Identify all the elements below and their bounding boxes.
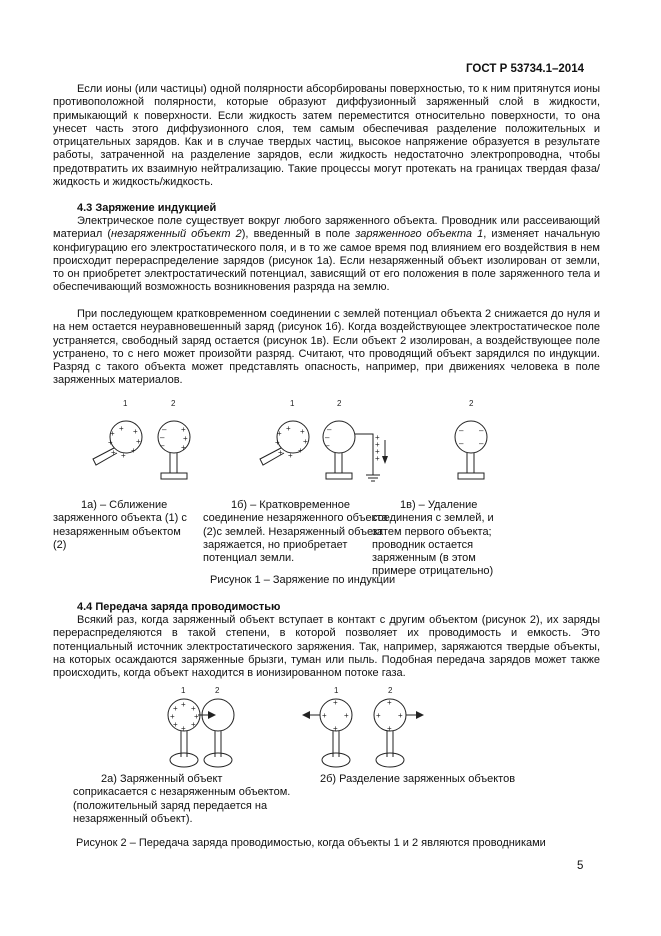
svg-text:–: – <box>327 425 332 434</box>
svg-text:+: + <box>333 698 338 707</box>
svg-text:+: + <box>194 712 199 721</box>
text: ), введенный в поле <box>241 228 356 241</box>
svg-text:–: – <box>479 426 484 435</box>
label-1: 1 <box>290 399 295 408</box>
caption-line: 1а) – Сближение <box>81 499 168 511</box>
label-2: 2 <box>171 399 176 408</box>
text: Электрическое поле существует вокруг любого заряженного объекта. Проводник или рассеивающий материал ( <box>53 215 600 241</box>
svg-text:–: – <box>479 439 484 448</box>
svg-text:+: + <box>387 698 392 707</box>
svg-text:–: – <box>160 433 165 442</box>
page-number: 5 <box>577 860 584 872</box>
svg-text:+: + <box>181 425 186 434</box>
italic-text: заряженного объекта 1 <box>355 228 484 241</box>
paragraph-4-3-2: При последующем кратковременном соединении с землей потенциал объекта 2 снижается до нуля и на нем остается неуравновешенный заряд (рисунок 1б). Когда воздействующее электростатическое поле устраняется, свободный заряд остается (рисунок 1в). Если объект 2 изолирован, а воздействующее поле устранено, то с него может произойти разряд. Считают, что проводящий объект зарядился по индукции. Разряд с такого объекта может представлять опасность, например, при движениях человека в поле заряженных материалов. <box>53 308 600 387</box>
svg-text:+: + <box>191 720 196 729</box>
svg-text:+: + <box>173 704 178 713</box>
svg-text:–: – <box>162 425 167 434</box>
document-id-header: ГОСТ Р 53734.1–2014 <box>466 63 584 75</box>
label-1: 1 <box>123 399 128 408</box>
svg-text:+: + <box>110 429 115 438</box>
svg-text:+: + <box>133 427 138 436</box>
svg-text:+: + <box>376 711 381 720</box>
section-heading-4-3: 4.3 Заряжение индукцией <box>77 202 217 214</box>
svg-text:+: + <box>387 724 392 733</box>
caption-line: 1в) – Удаление <box>400 499 478 511</box>
label-2: 2 <box>337 399 342 408</box>
svg-text:+: + <box>121 451 126 460</box>
label-1: 1 <box>334 686 339 695</box>
svg-text:–: – <box>459 426 464 435</box>
svg-text:+: + <box>333 724 338 733</box>
paragraph-4-4-1: Всякий раз, когда заряженный объект вступает в контакт с другим объектом (рисунок 2), их заряды перераспределяются в такой степени, в которой позволяет их проводимость и емкость. Это потенциальный источник электростатического заряжения. Так, например, заряжаются твердые объекты, на которых осаждаются заряженные брызги, туман или пыль. Подобная передача зарядов может также происходить, когда объект находится в ионизированном потоке газа. <box>53 614 600 680</box>
label-2: 2 <box>215 686 220 695</box>
svg-text:+: + <box>298 446 303 455</box>
svg-text:+: + <box>375 433 380 442</box>
svg-text:+: + <box>303 437 308 446</box>
svg-text:+: + <box>181 724 186 733</box>
svg-text:+: + <box>375 440 380 449</box>
svg-text:+: + <box>288 451 293 460</box>
svg-text:+: + <box>398 711 403 720</box>
svg-text:+: + <box>344 711 349 720</box>
svg-text:+: + <box>119 424 124 433</box>
svg-text:–: – <box>459 439 464 448</box>
svg-text:+: + <box>108 438 113 447</box>
svg-text:+: + <box>275 438 280 447</box>
figure-2b-caption: 2б) Разделение заряженных объектов <box>320 773 516 785</box>
italic-text: незаряженный объект 2 <box>111 228 242 241</box>
caption-text: соприкасается с незаряженным объектом. (положительный заряд передается на незаряженный объект). <box>73 786 291 825</box>
svg-text:+: + <box>375 454 380 463</box>
svg-text:+: + <box>375 447 380 456</box>
svg-text:+: + <box>322 711 327 720</box>
caption-text: заряженного объекта (1) с незаряженным объектом (2) <box>53 512 187 551</box>
svg-text:+: + <box>173 720 178 729</box>
text: , изменяет начальную конфигурацию его электростатического поля, и в то же самое время под влиянием его воздействия в нем происходит перераспределение зарядов (рисунок 1а). Если незаряженный объект изолирован от земли, то он приобретет электростатический потенциал, зависящий от его положения в поле заряженного тела и обеспечивающий возможность возникновения разряда на землю. <box>53 228 600 294</box>
svg-text:–: – <box>325 441 330 450</box>
caption-text: соединения с землей, и затем первого объекта; проводник остается заряженным (в этом примере отрицательно) <box>372 512 494 578</box>
svg-text:+: + <box>181 443 186 452</box>
figure-1c-caption <box>372 499 522 579</box>
svg-text:+: + <box>286 424 291 433</box>
figure-1b-caption <box>203 499 393 565</box>
figure-2a-caption <box>73 773 298 826</box>
svg-text:+: + <box>111 448 116 457</box>
svg-text:+: + <box>183 434 188 443</box>
label-1: 1 <box>181 686 186 695</box>
caption-text: соединение незаряженного объекта (2)с землей. Незаряженный объект заряжается, но приобретает потенциал земли. <box>203 512 388 565</box>
label-2: 2 <box>388 686 393 695</box>
section-heading-4-4: 4.4 Передача заряда проводимостью <box>77 601 281 613</box>
svg-text:+: + <box>131 446 136 455</box>
svg-text:+: + <box>181 700 186 709</box>
figure-2-title: Рисунок 2 – Передача заряда проводимостью, когда объекты 1 и 2 являются проводниками <box>76 837 546 849</box>
svg-text:+: + <box>191 704 196 713</box>
svg-text:–: – <box>325 433 330 442</box>
caption-line: 1б) – Кратковременное <box>231 499 350 511</box>
svg-text:+: + <box>277 429 282 438</box>
caption-line: 2а) Заряженный объект <box>101 773 223 785</box>
figure-1-title: Рисунок 1 – Заряжение по индукции <box>210 574 396 586</box>
label-2: 2 <box>469 399 474 408</box>
paragraph-intro: Если ионы (или частицы) одной полярности абсорбированы поверхностью, то к ним притянутся ионы противоположной полярности, которые образуют диффузионный заряженный слой в жидкости, примыкающий к поверхности. Если жидкость затем переместится относительно поверхности, то она унесет часть этого диффузионного слоя, тем самым обеспечивая разделение положительных и отрицательных зарядов. Как и в случае твердых частиц, высокое напряжение образуется в результате работы, затраченной на разделение зарядов, если жидкость недостаточно электропроводна, чтобы предотвратить их взаимную нейтрализацию. Такие процессы могут протекать на границах твердая фаза/жидкость и жидкость/жидкость. <box>53 83 600 189</box>
svg-text:+: + <box>136 437 141 446</box>
svg-text:+: + <box>278 448 283 457</box>
svg-text:+: + <box>170 712 175 721</box>
svg-text:–: – <box>160 441 165 450</box>
figure-1a-caption <box>53 499 193 552</box>
figure-1-drawing <box>93 421 487 767</box>
svg-text:+: + <box>300 427 305 436</box>
stand-base <box>161 473 187 479</box>
